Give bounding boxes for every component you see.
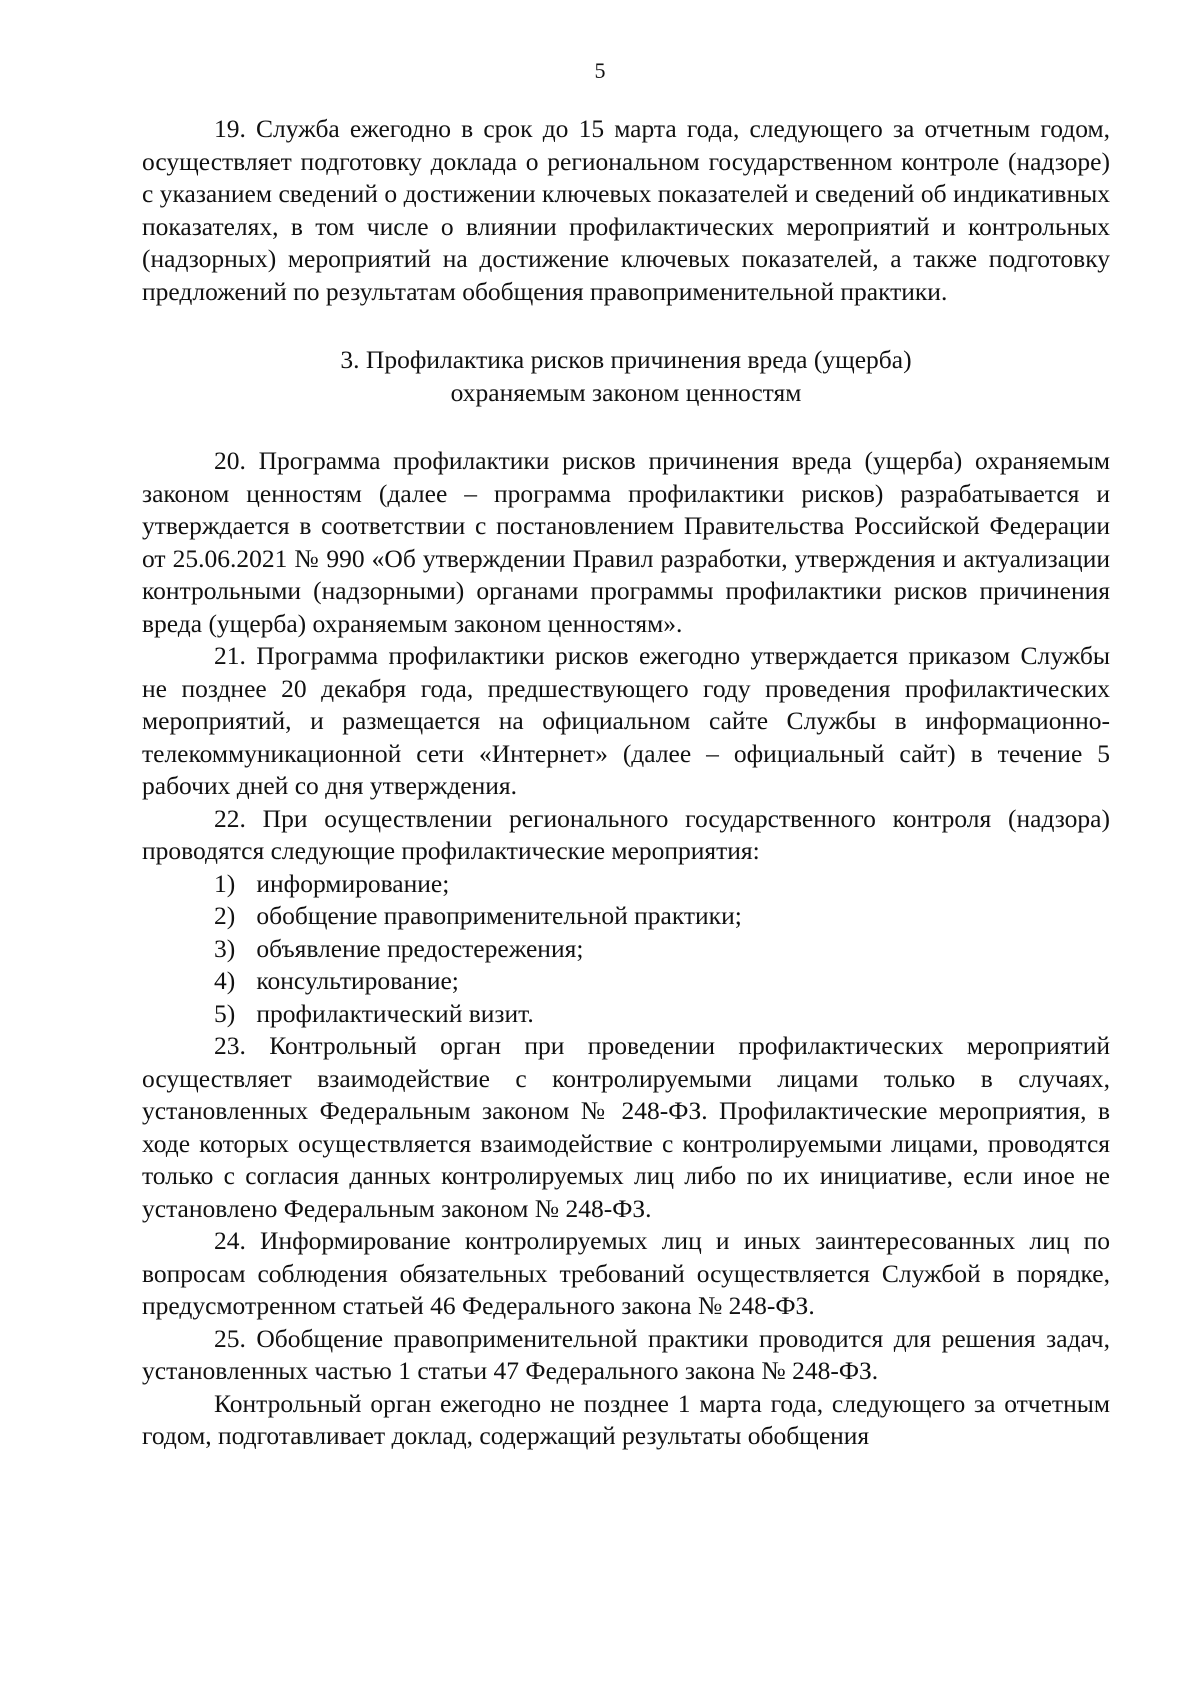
list-item-text: консультирование;: [256, 966, 459, 995]
paragraph-19: 19. Служба ежегодно в срок до 15 марта года, следующего за отчетным годом, осуществляет подготовку доклада о региональном государственном контроле (надзоре) с указанием сведений о достижении ключевых показателей и сведений об индикативных показателях, в том числе о влиянии профилактических мероприятий и контрольных (надзорных) мероприятий на достижение ключевых показателей, а также подготовку предложений по результатам обобщения правоприменительной практики.: [142, 114, 1110, 306]
list-item-text: информирование;: [256, 868, 450, 898]
list-item: [142, 998, 1110, 1031]
paragraph-23: 23. Контрольный орган при проведении профилактических мероприятий осуществляет взаимодействие с контролируемыми лицами только в случаях, установленных Федеральным законом № 248-ФЗ. Профилактические мероприятия, в ходе которых осуществляется взаимодействие с контролируемыми лицами, проводятся только с согласия данных контролируемых лиц либо по их инициативе, если иное не установлено Федеральным законом № 248-ФЗ.: [142, 1031, 1110, 1223]
list-item: [142, 965, 1110, 998]
list-item-text: объявление предостережения;: [256, 933, 584, 963]
section-heading-line-2: охраняемым законом ценностям: [450, 377, 802, 407]
page-number: 5: [594, 58, 606, 83]
list-item-number: 1): [214, 868, 236, 898]
section-heading-line-1: 3. Профилактика рисков причинения вреда (ущерба): [340, 345, 912, 374]
document-body: [142, 113, 1110, 1453]
list-item: [142, 900, 1110, 933]
list-item-number: 2): [214, 901, 236, 930]
list-item: [142, 933, 1110, 966]
list-item-number: 3): [214, 933, 236, 963]
paragraph-24: 24. Информирование контролируемых лиц и иных заинтересованных лиц по вопросам соблюдения обязательных требований осуществляется Службой в порядке, предусмотренном статьей 46 Федерального закона № 248-ФЗ.: [142, 1226, 1110, 1320]
paragraph-20: 20. Программа профилактики рисков причинения вреда (ущерба) охраняемым законом ценностям (далее – программа профилактики рисков) разрабатывается и утверждается в соответствии с постановлением Правительства Российской Федерации от 25.06.2021 № 990 «Об утверждении Правил разработки, утверждения и актуализации контрольными (надзорными) органами программы профилактики рисков причинения вреда (ущерба) охраняемым законом ценностям».: [142, 446, 1110, 638]
paragraph-25-continuation: Контрольный орган ежегодно не позднее 1 марта года, следующего за отчетным годом, подготавливает доклад, содержащий результаты обобщения: [142, 1388, 1110, 1450]
list-item-number: 4): [214, 966, 236, 995]
measures-list: [142, 868, 1110, 1031]
paragraph-22: 22. При осуществлении регионального государственного контроля (надзора) проводятся следующие профилактические мероприятия:: [142, 803, 1110, 865]
section-heading: [142, 344, 1110, 409]
list-item-text: обобщение правоприменительной практики;: [256, 901, 742, 930]
paragraph-21: 21. Программа профилактики рисков ежегодно утверждается приказом Службы не позднее 20 декабря года, предшествующего году проведения профилактических мероприятий, и размещается на официальном сайте Службы в информационно-телекоммуникационной сети «Интернет» (далее – официальный сайт) в течение 5 рабочих дней со дня утверждения.: [142, 641, 1110, 800]
list-item-text: профилактический визит.: [256, 998, 534, 1028]
list-item: [142, 868, 1110, 901]
paragraph-25: 25. Обобщение правоприменительной практики проводится для решения задач, установленных частью 1 статьи 47 Федерального закона № 248-ФЗ.: [142, 1323, 1110, 1385]
list-item-number: 5): [214, 998, 236, 1028]
